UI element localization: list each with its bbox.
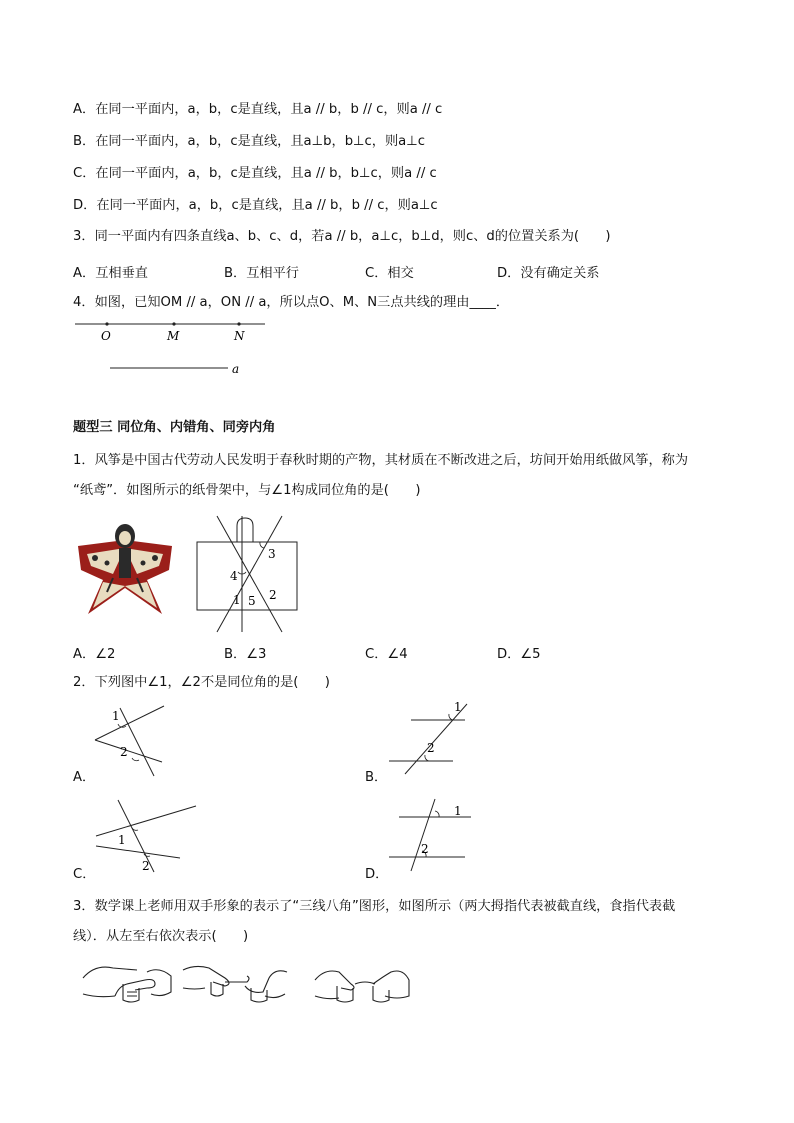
- frame-label-4: 4: [230, 569, 238, 583]
- fig-b-label-1: 1: [454, 700, 462, 714]
- q2-option-b: B．在同一平面内，a，b，c是直线，且a⊥b，b⊥c，则a⊥c: [73, 134, 425, 149]
- kite-image: [73, 518, 177, 618]
- q3-option-a: A．互相垂直: [73, 266, 148, 281]
- s3-q2-label-b: B．: [365, 770, 388, 785]
- s3-q3-stem-1: 3．数学课上老师用双手形象的表示了“三线八角”图形，如图所示（两大拇指代表被截直线，食指代表截: [73, 899, 676, 914]
- s3-q2-stem: 2．下列图中∠1，∠2不是同位角的是( ): [73, 675, 330, 690]
- q2-option-c: C．在同一平面内，a，b，c是直线，且a // b，b⊥c，则a // c: [73, 166, 437, 181]
- label-o: O: [101, 329, 111, 343]
- figure-d: [385, 795, 475, 875]
- q2-option-a: A．在同一平面内，a，b，c是直线，且a // b，b // c，则a // c: [73, 102, 443, 117]
- figure-b: [385, 698, 475, 778]
- q3-stem: 3．同一平面内有四条直线a、b、c、d，若a // b，a⊥c，b⊥d，则c、d的位置关系为( ): [73, 229, 611, 244]
- hands-illustration: [75, 958, 420, 1008]
- label-n: N: [234, 329, 245, 343]
- s3-q2-label-a: A．: [73, 770, 96, 785]
- figure-a: [92, 700, 172, 780]
- s3-q1-option-d: D．∠5: [497, 647, 541, 662]
- frame-label-5: 5: [248, 594, 256, 608]
- q4-stem: 4．如图，已知OM // a，ON // a，所以点O、M、N三点共线的理由____．: [73, 295, 510, 310]
- fig-b-label-2: 2: [427, 741, 435, 755]
- s3-q2-label-c: C．: [73, 867, 96, 882]
- q4-figure: [70, 315, 270, 380]
- s3-q1-stem-1: 1．风筝是中国古代劳动人民发明于春秋时期的产物，其材质在不断改进之后，坊间开始用纸做风筝，称为: [73, 453, 689, 468]
- frame-label-2: 2: [269, 588, 277, 602]
- s3-q3-stem-2: 线）．从左至右依次表示( ): [73, 929, 249, 944]
- fig-d-label-2: 2: [421, 842, 429, 856]
- q3-option-c: C．相交: [365, 266, 414, 281]
- fig-a-label-2: 2: [120, 745, 128, 759]
- frame-label-3: 3: [268, 547, 276, 561]
- s3-q1-option-c: C．∠4: [365, 647, 408, 662]
- fig-a-label-1: 1: [112, 709, 120, 723]
- q2-option-d: D．在同一平面内，a，b，c是直线，且a // b，b // c，则a⊥c: [73, 198, 438, 213]
- s3-q1-stem-2: “纸鸢”．如图所示的纸骨架中，与∠1构成同位角的是( ): [73, 483, 421, 498]
- q3-option-b: B．互相平行: [224, 266, 299, 281]
- fig-c-label-2: 2: [142, 859, 150, 873]
- fig-d-label-1: 1: [454, 804, 462, 818]
- figure-c: [92, 796, 200, 876]
- label-m: M: [167, 329, 180, 343]
- s3-q1-option-b: B．∠3: [224, 647, 267, 662]
- section-heading: 题型三 同位角、内错角、同旁内角: [73, 420, 276, 435]
- frame-label-1: 1: [233, 593, 241, 607]
- kite-frame-figure: [190, 512, 305, 634]
- q3-option-d: D．没有确定关系: [497, 266, 600, 281]
- s3-q2-label-d: D．: [365, 867, 389, 882]
- s3-q1-option-a: A．∠2: [73, 647, 116, 662]
- label-a: a: [232, 362, 240, 376]
- fig-c-label-1: 1: [118, 833, 126, 847]
